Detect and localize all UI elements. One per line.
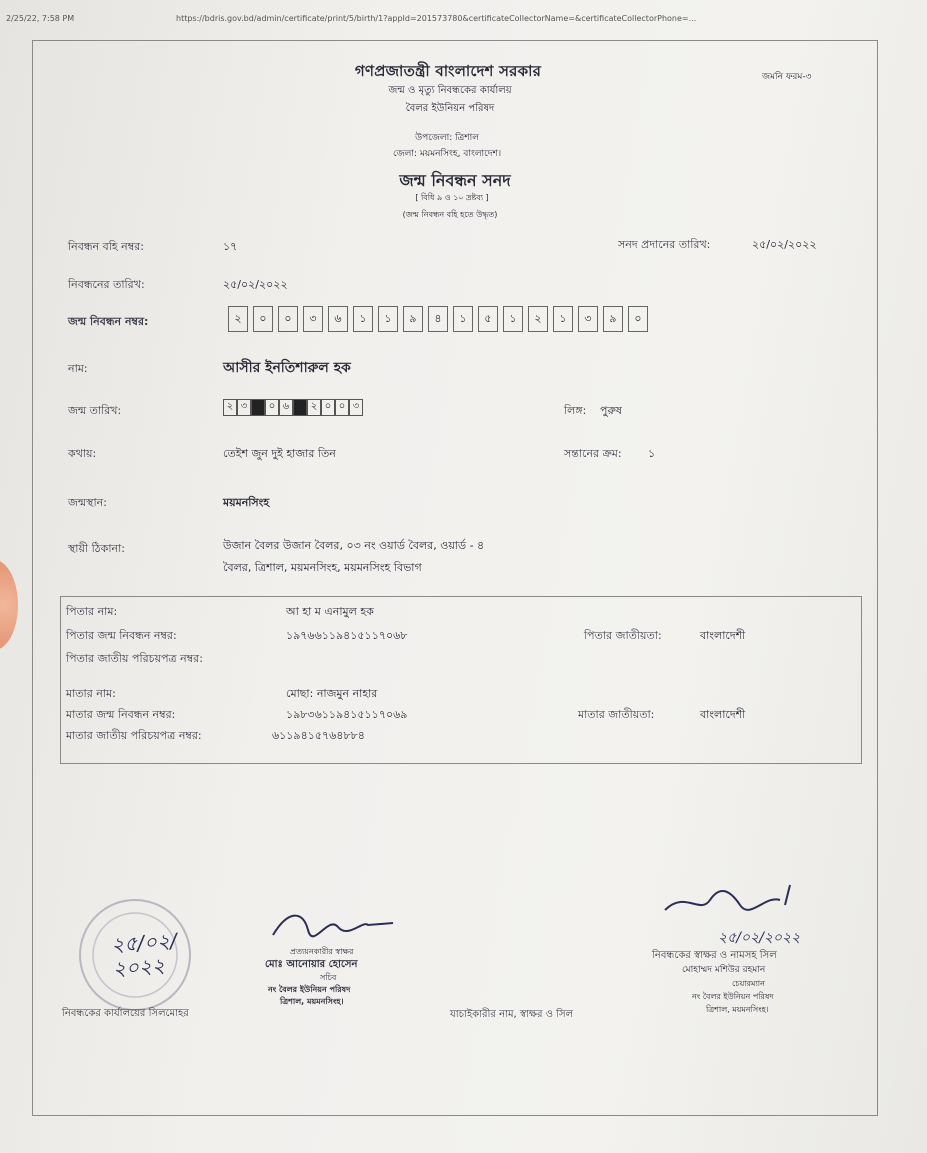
dob-digit: ০ — [265, 399, 279, 416]
reg-number-label: জন্ম নিবন্ধন নম্বর: — [68, 315, 149, 328]
dob-digit: ৬ — [279, 399, 293, 416]
mother-nid: ৬১১৯৪১৫৭৬৪৮৮৪ — [272, 729, 365, 742]
father-nationality-label: পিতার জাতীয়তা: — [584, 629, 662, 642]
birthplace-label: জন্মস্থান: — [68, 496, 107, 509]
father-name: আ হা ম এনামুল হক — [286, 605, 374, 618]
mother-nationality-label: মাতার জাতীয়তা: — [578, 708, 655, 721]
verifier-role: প্রত্যয়নকারীর স্বাক্ষর — [290, 947, 354, 956]
mother-name-label: মাতার নাম: — [66, 687, 116, 700]
upazila: উপজেলা: ত্রিশাল — [415, 133, 479, 143]
book-number-label: নিবন্ধন বহি নম্বর: — [68, 240, 144, 253]
source-note: (জন্ম নিবন্ধন বহি হতে উদ্ধৃত) — [402, 210, 498, 219]
registrar-signature-icon — [655, 880, 805, 925]
reg-date-label: নিবন্ধনের তারিখ: — [68, 278, 145, 291]
reg-digit: ১ — [503, 306, 523, 332]
book-number-value: ১৭ — [223, 240, 238, 253]
father-name-label: পিতার নাম: — [66, 605, 118, 618]
reg-digit: ৬ — [328, 306, 348, 332]
dob-digit: ০ — [321, 399, 335, 416]
mother-name: মোছা: নাজমুন নাহার — [286, 687, 378, 700]
certificate-title: জন্ম নিবন্ধন সনদ — [399, 171, 511, 190]
mother-reg: ১৯৮৩৬১১৯৪১৫১১৭০৬৯ — [286, 708, 408, 721]
words-label: কথায়: — [68, 447, 97, 460]
reg-digit: ০ — [253, 306, 273, 332]
reg-digit: ৪ — [428, 306, 448, 332]
registrar-place: ত্রিশাল, ময়মনসিংহ। — [706, 1005, 769, 1014]
registrar-label: নিবন্ধকের স্বাক্ষর ও নামসহ সিল — [652, 950, 777, 961]
rule-reference: [ বিধি ৯ ও ১০ দ্রষ্টব্য ] — [415, 193, 489, 202]
dob-digit: ০ — [335, 399, 349, 416]
form-number: জমনি ফরম-৩ — [762, 72, 812, 82]
reg-digit: ৩ — [303, 306, 323, 332]
name-label: নাম: — [68, 362, 88, 375]
verifier-place: ত্রিশাল, ময়মনসিংহ। — [280, 997, 344, 1006]
reg-digit: ০ — [628, 306, 648, 332]
dob-digit: ২ — [223, 399, 237, 416]
order-label: সন্তানের ক্রম: — [564, 447, 622, 460]
registrar-office: নং বৈলর ইউনিয়ন পরিষদ — [692, 992, 774, 1001]
order-value: ১ — [648, 447, 656, 460]
issue-date-value: ২৫/০২/২০২২ — [752, 238, 817, 251]
registrar-date: ২৫/০২/২০২২ — [718, 930, 801, 946]
verifier-label: যাচাইকারীর নাম, স্বাক্ষর ও সিল — [450, 1009, 574, 1020]
mother-nationality: বাংলাদেশী — [700, 708, 746, 721]
dob-boxes — [223, 399, 363, 416]
union-name: বৈলর ইউনিয়ন পরিষদ — [405, 103, 495, 114]
dob-label: জন্ম তারিখ: — [68, 404, 122, 417]
sex-value: পুরুষ — [600, 404, 622, 417]
reg-date-value: ২৫/০২/২০২২ — [223, 278, 288, 291]
verifier-title: সচিব — [320, 973, 337, 982]
office-name: জন্ম ও মৃত্যু নিবন্ধকের কার্যালয় — [388, 85, 512, 96]
reg-digit: ২ — [228, 306, 248, 332]
reg-digit: ৩ — [578, 306, 598, 332]
mother-reg-label: মাতার জন্ম নিবন্ধন নম্বর: — [66, 708, 176, 721]
father-reg-label: পিতার জন্ম নিবন্ধন নম্বর: — [66, 629, 177, 642]
words-value: তেইশ জুন দুই হাজার তিন — [223, 447, 336, 460]
registrar-title: চেয়ারম্যান — [732, 979, 765, 988]
reg-digit: ১ — [453, 306, 473, 332]
reg-digit: ০ — [278, 306, 298, 332]
name-value: আসীর ইনতিশারুল হক — [223, 360, 351, 376]
dob-digit: ২ — [307, 399, 321, 416]
reg-digit: ১ — [353, 306, 373, 332]
seal-handwritten-date: ২৫/০২/ ২০২২ — [110, 928, 178, 981]
dob-separator — [251, 399, 265, 416]
verifier-office: নং বৈলর ইউনিয়ন পরিষদ — [268, 985, 351, 994]
reg-digit: ১ — [553, 306, 573, 332]
reg-digit: ২ — [528, 306, 548, 332]
reg-digit: ৯ — [603, 306, 623, 332]
government-title: গণপ্রজাতন্ত্রী বাংলাদেশ সরকার — [354, 62, 542, 80]
issue-date-label: সনদ প্রদানের তারিখ: — [618, 238, 711, 251]
father-nationality: বাংলাদেশী — [700, 629, 746, 642]
verifier-signature-icon — [268, 905, 398, 945]
dob-digit: ৩ — [349, 399, 363, 416]
reg-digit: ১ — [378, 306, 398, 332]
print-timestamp: 2/25/22, 7:58 PM — [6, 14, 75, 23]
address-line-2: বৈলর, ত্রিশাল, ময়মনসিংহ, ময়মনসিংহ বিভাগ — [223, 561, 422, 574]
finger — [0, 560, 18, 650]
dob-separator — [293, 399, 307, 416]
father-nid-label: পিতার জাতীয় পরিচয়পত্র নম্বর: — [66, 652, 203, 665]
dob-digit: ৩ — [237, 399, 251, 416]
verifier-name: মোঃ আনোয়ার হোসেন — [265, 959, 358, 970]
address-line-1: উজান বৈলর উজান বৈলর, ০৩ নং ওয়ার্ড বৈলর, ওয়ার্ড - ৪ — [223, 539, 485, 552]
reg-digit: ৯ — [403, 306, 423, 332]
address-label: স্থায়ী ঠিকানা: — [68, 542, 125, 555]
print-url: https://bdris.gov.bd/admin/certificate/print/5/birth/1?appId=201573780&certificateCollectorName=&certificateCollectorPhone=... — [176, 14, 697, 23]
registrar-name: মোহাম্মদ মশিউর রহমান — [682, 965, 766, 975]
reg-number-boxes — [228, 306, 653, 332]
district: জেলা: ময়মনসিংহ, বাংলাদেশ। — [392, 149, 502, 159]
father-reg: ১৯৭৬৬১১৯৪১৫১১৭০৬৮ — [286, 629, 408, 642]
birthplace-value: ময়মনসিংহ — [223, 496, 270, 509]
seal-label: নিবন্ধকের কার্যালয়ের সিলমোহর — [62, 1008, 189, 1019]
sex-label: লিঙ্গ: — [564, 404, 587, 417]
reg-digit: ৫ — [478, 306, 498, 332]
mother-nid-label: মাতার জাতীয় পরিচয়পত্র নম্বর: — [66, 729, 202, 742]
